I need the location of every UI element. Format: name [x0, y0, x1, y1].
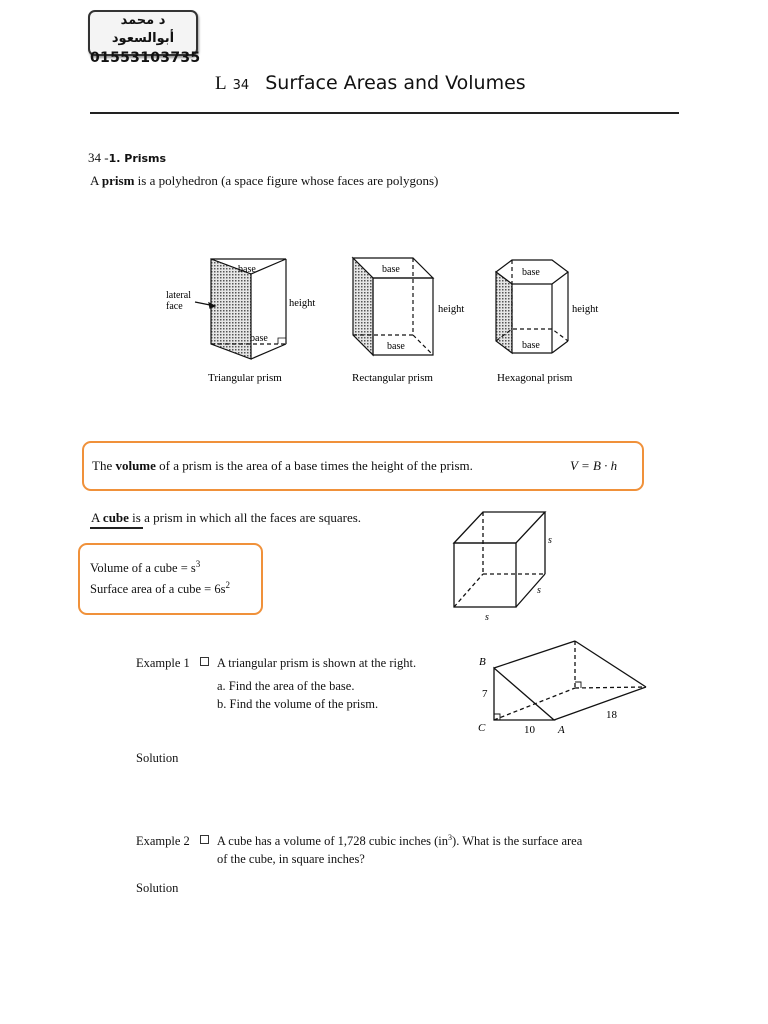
prism-def-lead: A: [90, 173, 102, 188]
volume-def-lead: The: [92, 458, 116, 473]
lateral-label: lateral: [166, 290, 191, 301]
prism-term: prism: [101, 173, 135, 188]
tri-caption: Triangular prism: [208, 372, 282, 384]
cube-def-lead: A: [91, 510, 103, 525]
cube-side-label-right: s: [537, 585, 541, 596]
volume-definition: [92, 458, 473, 474]
example2-text: A cube has a volume of 1,728 cubic inches: [216, 834, 431, 849]
example2-line2: of the cube, in square inches?: [217, 852, 365, 866]
side-10-label: 10: [524, 724, 535, 736]
example1-solution: Solution: [136, 751, 179, 765]
cube-side-label-top: s: [548, 535, 552, 546]
cube-formula-box: [78, 543, 263, 615]
cube-definition: [91, 510, 361, 526]
cube-underline: [90, 527, 143, 529]
unit-close: ): [452, 834, 457, 849]
page-title: [215, 72, 526, 95]
title-divider: [90, 112, 679, 114]
hex-caption: Hexagonal prism: [497, 372, 573, 384]
section-heading: [88, 150, 166, 166]
volume-definition-box: [82, 441, 644, 491]
example2-heading: [136, 833, 582, 849]
checkbox-icon: [200, 835, 209, 844]
prism-figures: [160, 250, 620, 390]
unit-exponent: 3: [448, 833, 453, 842]
unit-open: (in: [434, 834, 449, 849]
cube-surface-exponent: 2: [225, 580, 230, 590]
rect-caption: Rectangular prism: [352, 372, 433, 384]
tri-base-top-label: base: [238, 264, 256, 275]
side-18-label: 18: [606, 709, 617, 721]
example1-heading: [136, 656, 416, 671]
example2-label: Example 2: [136, 834, 190, 849]
example1-prism-figure: [470, 640, 660, 750]
vertex-c-label: C: [478, 722, 486, 734]
hex-base-top-label: base: [522, 267, 540, 278]
tri-height-label: height: [289, 298, 316, 309]
cube-volume-formula: [90, 559, 200, 576]
prism-definition: [90, 173, 438, 189]
rect-height-label: height: [438, 304, 465, 315]
stamp-phone: 01553103735: [90, 50, 201, 66]
rect-base-bottom-label: base: [387, 341, 405, 352]
example2-solution: Solution: [136, 881, 179, 895]
author-stamp: [88, 10, 201, 66]
hex-height-label: height: [572, 304, 599, 315]
volume-def-text: of a prism is the area of a base times the height of the prism.: [155, 458, 473, 473]
section-title: 1. Prisms: [108, 152, 167, 165]
example1-part-a: a. Find the area of the base.: [217, 679, 355, 693]
lesson-number: 34: [232, 78, 250, 93]
vertex-b-label: B: [479, 656, 486, 668]
cube-def-text: is a prism in which all the faces are squares.: [128, 510, 362, 525]
volume-term: volume: [115, 458, 156, 473]
side-7-label: 7: [482, 688, 488, 700]
cube-side-label-bottom: s: [485, 612, 489, 623]
cube-figure: [440, 500, 570, 630]
face-label: face: [166, 301, 183, 312]
cube-surface-formula: [90, 580, 230, 597]
section-number: 34 -: [88, 150, 109, 165]
lesson-letter: L: [215, 73, 227, 94]
prism-def-text: is a polyhedron (a space figure whose faces are polygons): [134, 173, 439, 188]
rect-base-top-label: base: [382, 264, 400, 275]
cube-surface-text: Surface area of a cube = 6s: [90, 582, 226, 597]
cube-term: cube: [102, 510, 129, 525]
stamp-name: د محمد أبوالسعود: [111, 13, 175, 46]
example2-text-cont: . What is the surface area: [456, 834, 583, 849]
tri-base-bottom-label: base: [250, 333, 268, 344]
lesson-title: Surface Areas and Volumes: [265, 72, 526, 94]
example1-part-b: b. Find the volume of the prism.: [217, 697, 379, 711]
vertex-a-label: A: [558, 724, 565, 736]
checkbox-icon: [200, 657, 209, 666]
cube-volume-text: Volume of a cube = s: [90, 561, 196, 576]
example1-text: A triangular prism is shown at the right.: [216, 656, 417, 670]
cube-volume-exponent: 3: [195, 559, 201, 569]
example1-label: Example 1: [136, 656, 190, 670]
hex-base-bottom-label: base: [522, 340, 540, 351]
volume-formula: V = B · h: [570, 458, 618, 473]
